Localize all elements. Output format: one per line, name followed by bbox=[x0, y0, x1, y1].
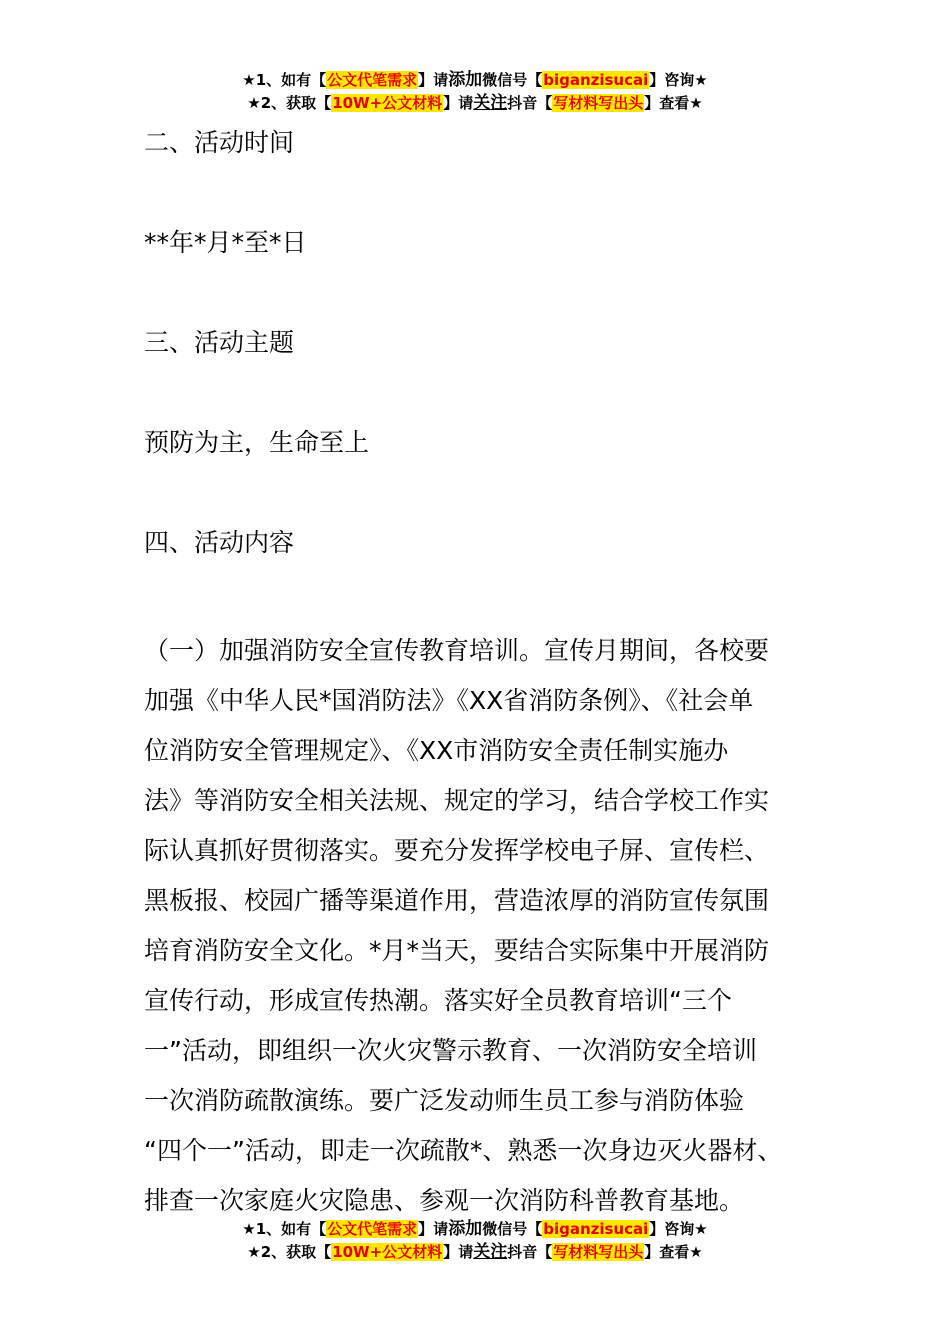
ad-line-1 bbox=[0, 1218, 950, 1241]
ad-emphasis: 关注 bbox=[473, 93, 508, 113]
ad-emphasis: 添加 bbox=[448, 70, 483, 90]
ad-text: 】查看★ bbox=[644, 1243, 703, 1261]
paragraph-line: 一次消防疏散演练。要广泛发动师生员工参与消防体验 bbox=[144, 1086, 745, 1115]
ad-text: 】请 bbox=[418, 71, 449, 89]
paragraph-line: 宣传行动，形成宣传热潮。落实好全员教育培训“三个 bbox=[144, 986, 732, 1015]
ad-text: 微信号【 bbox=[482, 1220, 543, 1238]
ad-text: 】咨询★ bbox=[649, 71, 708, 89]
paragraph-line: 排查一次家庭火灾隐患、参观一次消防科普教育基地。 bbox=[144, 1186, 745, 1215]
paragraph-line: 际认真抓好贯彻落实。要充分发挥学校电子屏、宣传栏、 bbox=[144, 836, 770, 865]
ad-text: ★1、如有【 bbox=[242, 71, 327, 89]
ad-emphasis: 添加 bbox=[448, 1219, 483, 1239]
ad-emphasis: 关注 bbox=[473, 1242, 508, 1262]
paragraph-line: 法》等消防安全相关法规、规定的学习，结合学校工作实 bbox=[144, 786, 770, 815]
theme-value: 预防为主，生命至上 bbox=[144, 428, 370, 457]
ad-text: ★1、如有【 bbox=[242, 1220, 327, 1238]
ad-line-2 bbox=[0, 1241, 950, 1264]
paragraph-line: 一”活动，即组织一次火灾警示教育、一次消防安全培训 bbox=[144, 1036, 757, 1065]
ad-text: 】请 bbox=[443, 1243, 474, 1261]
ad-text: 抖音【 bbox=[507, 1243, 553, 1261]
ad-highlight: 公文代笔需求 bbox=[327, 1220, 418, 1238]
section-heading-theme: 三、活动主题 bbox=[144, 328, 295, 357]
ad-line-2 bbox=[0, 92, 950, 115]
ad-highlight: 公文代笔需求 bbox=[327, 71, 418, 89]
ad-text: ★2、获取【 bbox=[247, 1243, 332, 1261]
ad-text: 抖音【 bbox=[507, 94, 553, 112]
ad-text: 】咨询★ bbox=[649, 1220, 708, 1238]
ad-highlight: 10W+公文材料 bbox=[332, 1243, 443, 1261]
paragraph-line: “四个一”活动，即走一次疏散*、熟悉一次身边灭火器材、 bbox=[144, 1136, 783, 1165]
ad-text: 微信号【 bbox=[482, 71, 543, 89]
ad-banner-bottom bbox=[0, 1218, 950, 1264]
ad-text: 】请 bbox=[443, 94, 474, 112]
ad-douyin-id: 写材料写出头 bbox=[553, 1243, 644, 1261]
paragraph-line: 位消防安全管理规定》、《XX市消防安全责任制实施办 bbox=[144, 736, 729, 765]
paragraph-line: 加强《中华人民*国消防法》《XX省消防条例》、《社会单 bbox=[144, 686, 754, 715]
ad-douyin-id: 写材料写出头 bbox=[553, 94, 644, 112]
paragraph-line: （一）加强消防安全宣传教育培训。宣传月期间，各校要 bbox=[144, 636, 770, 665]
ad-wechat-id: biganzisucai bbox=[543, 71, 649, 89]
time-value: **年*月*至*日 bbox=[144, 228, 307, 257]
paragraph-line: 培育消防安全文化。*月*当天，要结合实际集中开展消防 bbox=[144, 936, 770, 965]
paragraph-line: 黑板报、校园广播等渠道作用，营造浓厚的消防宣传氛围 bbox=[144, 886, 770, 915]
ad-text: 】查看★ bbox=[644, 94, 703, 112]
ad-highlight: 10W+公文材料 bbox=[332, 94, 443, 112]
ad-text: ★2、获取【 bbox=[247, 94, 332, 112]
section-heading-content: 四、活动内容 bbox=[144, 528, 295, 557]
ad-banner-top bbox=[0, 69, 950, 115]
ad-wechat-id: biganzisucai bbox=[543, 1220, 649, 1238]
section-heading-time: 二、活动时间 bbox=[144, 128, 295, 157]
ad-text: 】请 bbox=[418, 1220, 449, 1238]
ad-line-1 bbox=[0, 69, 950, 92]
content-paragraph bbox=[144, 626, 834, 1226]
